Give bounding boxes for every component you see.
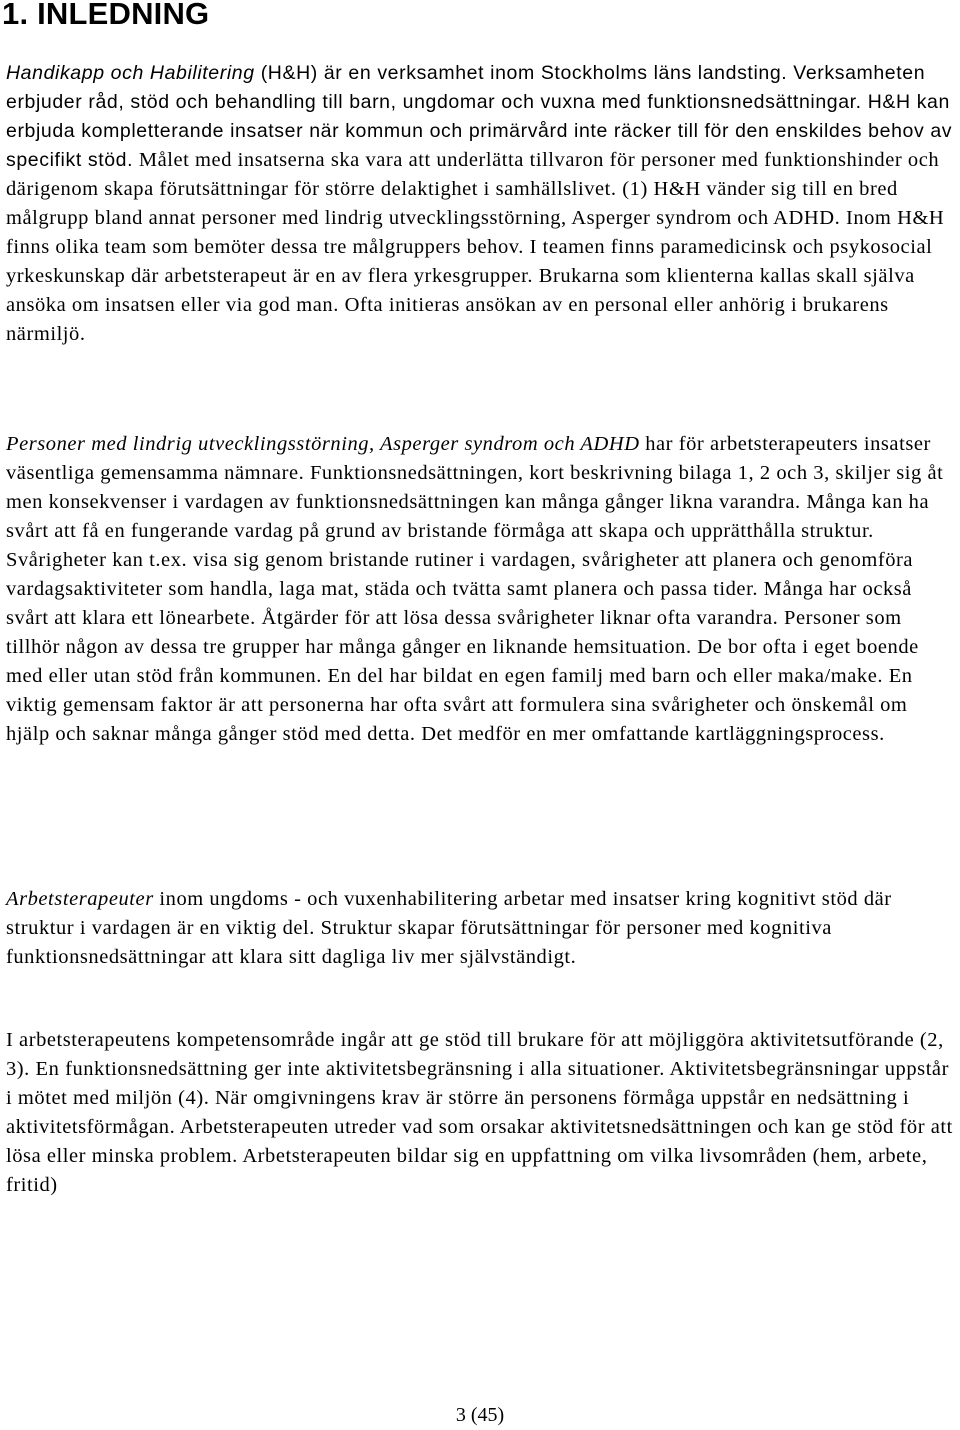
paragraph-competence: I arbetsterapeutens kompetensområde ingår att ge stöd till brukare för att möjliggöra aktivitetsutförande (2, 3). En funktionsnedsättning ger inte aktivitetsbegränsning i alla situationer. Aktivitetsbegränsningar uppstår i mötet med miljön (4). När omgivningens krav är större än personens förmåga uppstår en nedsättning i aktivitetsförmågan. Arbetsterapeuten utreder vad som orsakar aktivitetsnedsättningen och kan ge stöd för att lösa eller minska problem. Arbetsterapeuten bildar sig en uppfattning om vilka livsområden (hem, arbete, fritid) (6, 1029, 953, 1196)
paragraph-intro (6, 59, 956, 349)
paragraph-text: Målet med insatserna ska vara att underlätta tillvaron för personer med funktionshinder och därigenom skapa förutsättningar för större delaktighet i samhällslivet. (1) H&H vänder sig till en bred målgrupp bland annat personer med lindrig utvecklingsstörning, Asperger syndrom och ADHD. Inom H&H finns olika team som bemöter dessa tre målgruppers behov. I teamen finns paramedicinsk och psykosocial yrkeskunskap där arbetsterapeut är en av flera yrkesgrupper. Brukarna som klienterna kallas skall själva ansöka om insatsen eller via god man. Ofta initieras ansökan av en personal eller anhörig i brukarens närmiljö. (6, 149, 945, 345)
italic-term: Personer med lindrig utvecklingsstörning, Asperger syndrom och ADHD (6, 433, 640, 455)
paragraph-occupational-therapists (6, 885, 956, 972)
paragraph-target-groups (6, 430, 956, 749)
paragraph-text: inom ungdoms - och vuxenhabilitering arbetar med insatser kring kognitivt stöd där struktur i vardagen är en viktig del. Struktur skapar förutsättningar för personer med kognitiva funktionsnedsättningar att klara sitt dagliga liv mer självständigt. (6, 888, 892, 968)
page-number: 3 (45) (455, 1404, 505, 1426)
paragraph-text: (H&H) är en verksamhet inom Stockholms läns landsting. Verksamheten erbjuder råd, stöd och behandling till barn, ungdomar och vuxna med funktionsnedsättningar. H&H kan erbjuda kompletterande insatser när kommun och primärvård inte räcker till för den enskildes behov av specifikt stöd. (6, 62, 953, 171)
italic-term: Handikapp och Habilitering (6, 62, 255, 84)
section-heading: 1. INLEDNING (2, 0, 210, 31)
paragraph-text: har för arbetsterapeuters insatser väsentliga gemensamma nämnare. Funktionsnedsättningen, kort beskrivning bilaga 1, 2 och 3, skiljer sig åt men konsekvenser i vardagen av funktionsnedsättningen kan många gånger likna varandra. Många kan ha svårt att få en fungerande vardag på grund av bristande förmåga att skapa och upprätthålla struktur. Svårigheter kan t.ex. visa sig genom bristande rutiner i vardagen, svårigheter att planera och genomföra vardagsaktiviteter som handla, laga mat, städa och tvätta samt planera och passa tider. Många har också svårt att klara ett lönearbete. Åtgärder för att lösa dessa svårigheter liknar ofta varandra. Personer som tillhör någon av dessa tre grupper har många gånger en liknande hemsituation. De bor ofta i eget boende med eller utan stöd från kommunen. En del har bildat en egen familj med barn och eller maka/make. En viktig gemensam faktor är att personerna har ofta svårt att formulera sina svårigheter och önskemål om hjälp och saknar många gånger stöd med detta. Det medför en mer omfattande kartläggningsprocess. (6, 433, 944, 745)
italic-term: Arbetsterapeuter (6, 888, 154, 910)
